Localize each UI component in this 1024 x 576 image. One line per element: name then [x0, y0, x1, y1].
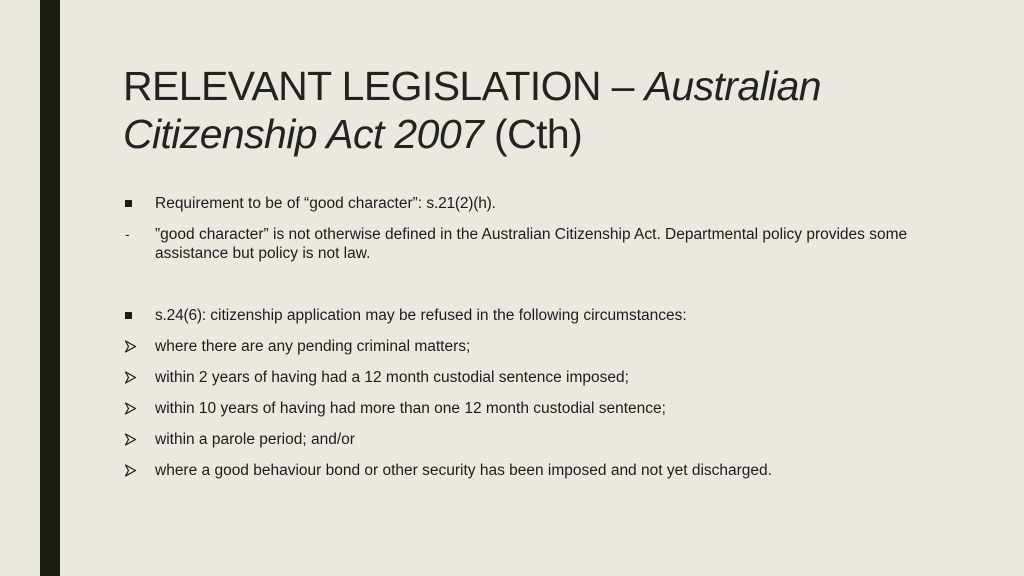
square-bullet-icon — [124, 306, 155, 325]
square-bullet-icon — [124, 194, 155, 213]
bullet-s24-text: citizenship application may be refused in the following circumstances: — [205, 307, 687, 324]
title-jurisdiction: (Cth) — [483, 111, 583, 157]
accent-side-bar — [40, 0, 60, 576]
arrowhead-bullet-icon — [124, 368, 155, 387]
dash-marker: - — [125, 226, 130, 242]
bullet-good-character — [124, 194, 914, 213]
title-act-name: Australian Citizenship Act 2007 — [123, 63, 821, 157]
bullet-text — [155, 306, 914, 325]
list-item — [124, 430, 914, 449]
title-main: RELEVANT LEGISLATION – — [123, 63, 645, 109]
arrowhead-bullet-icon — [124, 399, 155, 418]
bullet-s24 — [124, 306, 914, 325]
list-item-text: where there are any pending criminal matters; — [155, 338, 471, 355]
dash-item-text: ”good character” is not otherwise defined in the Australian Citizenship Act. Departmental policy provides some assistance but policy is not law. — [155, 226, 908, 262]
list-item-text: within a parole period; and/or — [155, 431, 355, 448]
dash-bullet-icon — [124, 225, 155, 244]
list-item — [124, 337, 914, 356]
list-item-text: within 2 years of having had a 12 month custodial sentence imposed; — [155, 369, 629, 386]
list-item-text: within 10 years of having had more than one 12 month custodial sentence; — [155, 400, 666, 417]
list-item — [124, 399, 914, 418]
list-item — [124, 461, 914, 480]
bullet-good-character-text: Requirement to be of “good character”: — [155, 195, 427, 212]
arrowhead-bullet-icon — [124, 461, 155, 480]
section-ref-24: s.24(6): — [155, 307, 206, 324]
section-ref-21: s.21(2)(h). — [426, 195, 496, 212]
dash-item-definition — [124, 225, 914, 263]
bullet-text — [155, 194, 914, 213]
arrowhead-bullet-icon — [124, 337, 155, 356]
slide-title — [123, 62, 983, 158]
list-item — [124, 368, 914, 387]
slide-content — [124, 194, 914, 480]
list-item-text: where a good behaviour bond or other security has been imposed and not yet discharged. — [155, 462, 772, 479]
arrowhead-bullet-icon — [124, 430, 155, 449]
